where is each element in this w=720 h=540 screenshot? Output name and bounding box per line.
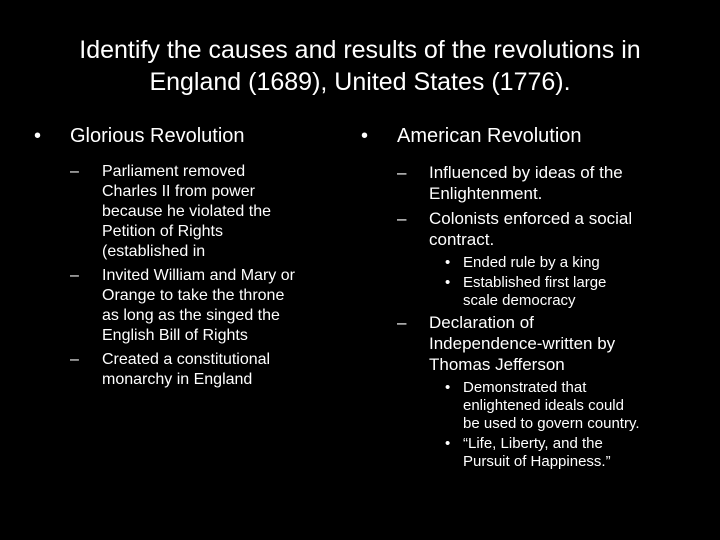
dash-icon: – (397, 163, 407, 182)
list-item-line: Thomas Jefferson (429, 355, 565, 374)
bullet-icon: • (361, 125, 369, 147)
dash-icon: – (70, 351, 79, 368)
right-column (357, 124, 702, 473)
list-item-line: Influenced by ideas of the (429, 163, 623, 182)
list-item-line: because he violated the (102, 203, 272, 220)
list-item-line: contract. (429, 230, 495, 249)
sub-list-item-line: enlightened ideals could (463, 397, 624, 414)
right-heading: American Revolution (397, 125, 582, 147)
list-item-line: monarchy in England (102, 371, 253, 388)
list-item-line: Invited William and Mary or (102, 267, 295, 284)
sub-list-item-line: “Life, Liberty, and the (463, 435, 603, 452)
list-item-line: Orange to take the throne (102, 287, 285, 304)
slide-title (20, 34, 700, 98)
list-item-line: Enlightenment. (429, 184, 543, 203)
dash-icon: – (397, 209, 407, 228)
list-item (357, 162, 702, 204)
sub-list-item-line: Demonstrated that (463, 379, 587, 396)
list-item (30, 162, 350, 262)
sub-list-item-line: Ended rule by a king (463, 254, 600, 271)
list-item (357, 208, 702, 250)
sub-list-item (357, 435, 702, 471)
bullet-icon: • (445, 379, 451, 396)
sub-list-item-line: be used to govern country. (463, 415, 640, 432)
sub-list-item (357, 274, 702, 310)
list-item-line: Petition of Rights (102, 223, 223, 240)
left-column (30, 124, 350, 394)
left-items (30, 162, 350, 390)
title-line-2: England (1689), United States (1776). (149, 68, 571, 96)
bullet-icon: • (34, 125, 42, 147)
bullet-icon: • (445, 435, 451, 452)
title-line-1: Identify the causes and results of the revolutions in (79, 36, 641, 64)
dash-icon: – (70, 163, 79, 180)
sub-list-item-line: scale democracy (463, 292, 576, 309)
list-item-line: as long as the singed the (102, 307, 280, 324)
left-heading-bullet (30, 124, 350, 148)
sub-list-item (357, 254, 702, 272)
list-item-line: Independence-written by (429, 334, 616, 353)
list-item-line: Charles II from power (102, 183, 255, 200)
dash-icon: – (70, 267, 79, 284)
left-heading: Glorious Revolution (70, 125, 245, 147)
sub-list-item (357, 379, 702, 433)
list-item-line: Parliament removed (102, 163, 246, 180)
right-items (357, 162, 702, 471)
bullet-icon: • (445, 254, 451, 271)
right-heading-bullet (357, 124, 702, 148)
list-item-line: English Bill of Rights (102, 327, 248, 344)
list-item (30, 350, 350, 390)
list-item-line: (established in (102, 243, 206, 260)
list-item-line: Created a constitutional (102, 351, 271, 368)
list-item (30, 266, 350, 346)
list-item-line: Colonists enforced a social (429, 209, 633, 228)
dash-icon: – (397, 313, 407, 332)
list-item-line: Declaration of (429, 313, 534, 332)
bullet-icon: • (445, 274, 451, 291)
sub-list-item-line: Pursuit of Happiness.” (463, 453, 611, 470)
sub-list-item-line: Established first large (463, 274, 607, 291)
list-item (357, 312, 702, 375)
